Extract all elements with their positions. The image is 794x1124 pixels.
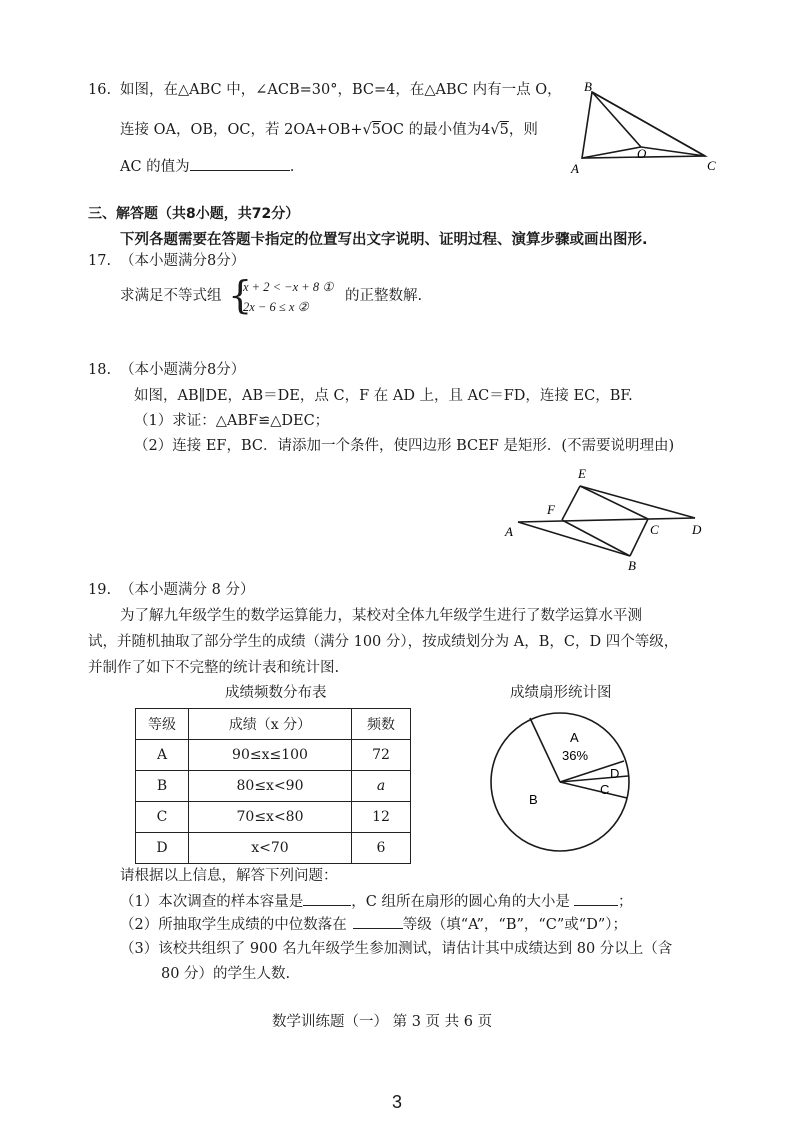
q18-score: （本小题满分8分） bbox=[120, 362, 246, 378]
q19-sub1: （1）本次调查的样本容量是 ，C 组所在扇形的圆心角的大小是 ； bbox=[120, 891, 632, 912]
label-b: B bbox=[628, 558, 636, 572]
q19-number: 19. bbox=[88, 582, 112, 598]
table-header-row bbox=[136, 709, 411, 740]
section3-instruction: 下列各题需要在答题卡指定的位置写出文字说明、证明过程、演算步骤或画出图形. bbox=[120, 232, 648, 248]
pie-label-d: D bbox=[610, 766, 620, 781]
pie-divider-4 bbox=[560, 782, 627, 798]
q16-triangle-figure bbox=[565, 78, 725, 178]
header-freq: 频数 bbox=[352, 709, 411, 740]
q19-sub2: （2）所抽取学生成绩的中位数落在 等级（填“A”，“B”，“C”或“D”）； bbox=[120, 914, 627, 935]
table-row: D x<70 6 bbox=[136, 833, 411, 864]
q19-score: （本小题满分 8 分） bbox=[120, 582, 255, 598]
q18-number: 18. bbox=[88, 362, 112, 378]
label-o: O bbox=[637, 146, 647, 161]
q18-stem: 如图，AB∥DE，AB＝DE，点 C，F 在 AD 上，且 AC＝FD，连接 EC，BF. bbox=[134, 388, 633, 404]
label-c: C bbox=[650, 522, 659, 537]
q16-line1: 如图，在△ABC 中，∠ACB=30°，BC=4，在△ABC 内有一点 O， bbox=[120, 82, 562, 98]
pie-label-c: C bbox=[600, 782, 610, 797]
q16-line3: AC 的值为 . bbox=[120, 156, 294, 177]
q19-sub3-line2: 80 分）的学生人数. bbox=[161, 966, 291, 982]
sqrt-symbol: √ bbox=[362, 122, 372, 138]
q18-figure bbox=[500, 462, 720, 572]
q17-pre: 求满足不等式组 bbox=[120, 288, 222, 304]
q17-post: 的正整数解. bbox=[345, 288, 423, 304]
section3-title: 三、解答题（共8小题，共72分） bbox=[88, 206, 300, 222]
label-e: E bbox=[578, 466, 586, 481]
segment-ob bbox=[592, 92, 641, 147]
table-row: A 90≤x≤100 72 bbox=[136, 740, 411, 771]
header-score: 成绩（x 分） bbox=[189, 709, 352, 740]
q19-sub3-line1: （3）该校共组织了 900 名九年级学生参加测试，请估计其中成绩达到 80 分以上（含 bbox=[120, 941, 673, 957]
table-row: B 80≤x<90 a bbox=[136, 771, 411, 802]
q17-score: （本小题满分8分） bbox=[120, 253, 246, 269]
pie-label-a: A bbox=[570, 730, 579, 745]
label-a: A bbox=[505, 524, 513, 539]
table-title: 成绩频数分布表 bbox=[225, 685, 327, 701]
line-ad bbox=[518, 518, 695, 522]
q17-ineq1: x + 2 < −x + 8 ① bbox=[243, 280, 334, 294]
q16-line2: 连接 OA，OB，OC，若 2OA+OB+√5OC 的最小值为4√5，则 bbox=[120, 122, 538, 138]
label-b: B bbox=[584, 79, 592, 94]
q19-ask: 请根据以上信息，解答下列问题： bbox=[120, 868, 338, 884]
q16-number: 16. bbox=[88, 82, 112, 98]
segment-oa bbox=[582, 147, 641, 158]
segment-oc bbox=[641, 147, 705, 156]
q18-part1: （1）求证：△ABF≌△DEC； bbox=[134, 413, 330, 429]
angle-blank[interactable] bbox=[574, 891, 618, 906]
q19-stem-2: 试，并随机抽取了部分学生的成绩（满分 100 分），按成绩划分为 A，B，C，D 四个等级， bbox=[88, 634, 679, 650]
sqrt-symbol-2: √ bbox=[490, 122, 500, 138]
pie-divider-1 bbox=[530, 718, 560, 782]
q17-number: 17. bbox=[88, 253, 112, 269]
segment-bc-inner bbox=[592, 92, 705, 156]
frequency-table bbox=[135, 708, 411, 864]
q19-stem-3: 并制作了如下不完整的统计表和统计图. bbox=[88, 660, 340, 676]
sample-size-blank[interactable] bbox=[303, 891, 351, 906]
pie-title: 成绩扇形统计图 bbox=[510, 685, 612, 701]
label-d: D bbox=[692, 522, 702, 537]
pie-chart bbox=[482, 708, 642, 858]
segment-ef bbox=[562, 486, 580, 520]
label-f: F bbox=[547, 502, 555, 517]
label-c: C bbox=[707, 158, 716, 173]
segment-bc bbox=[630, 519, 648, 556]
pie-label-a-pct: 36% bbox=[562, 748, 589, 763]
median-blank[interactable] bbox=[353, 914, 403, 929]
table-row: C 70≤x<80 12 bbox=[136, 802, 411, 833]
page-footer: 数学训练题（一） 第 3 页 共 6 页 bbox=[272, 1014, 493, 1030]
pie-label-b: B bbox=[529, 792, 538, 807]
q18-part2: （2）连接 EF，BC．请添加一个条件，使四边形 BCEF 是矩形．(不需要说明理由) bbox=[134, 438, 675, 454]
header-grade: 等级 bbox=[136, 709, 189, 740]
q17-system bbox=[243, 277, 333, 317]
q16-answer-blank[interactable] bbox=[190, 156, 290, 171]
q19-stem-1: 为了解九年级学生的数学运算能力，某校对全体九年级学生进行了数学运算水平测 bbox=[120, 608, 642, 624]
q17-ineq2: 2x − 6 ≤ x ② bbox=[243, 300, 309, 314]
label-a: A bbox=[571, 161, 579, 176]
q17-brace: { bbox=[228, 273, 253, 317]
page-number: 3 bbox=[392, 1092, 403, 1112]
